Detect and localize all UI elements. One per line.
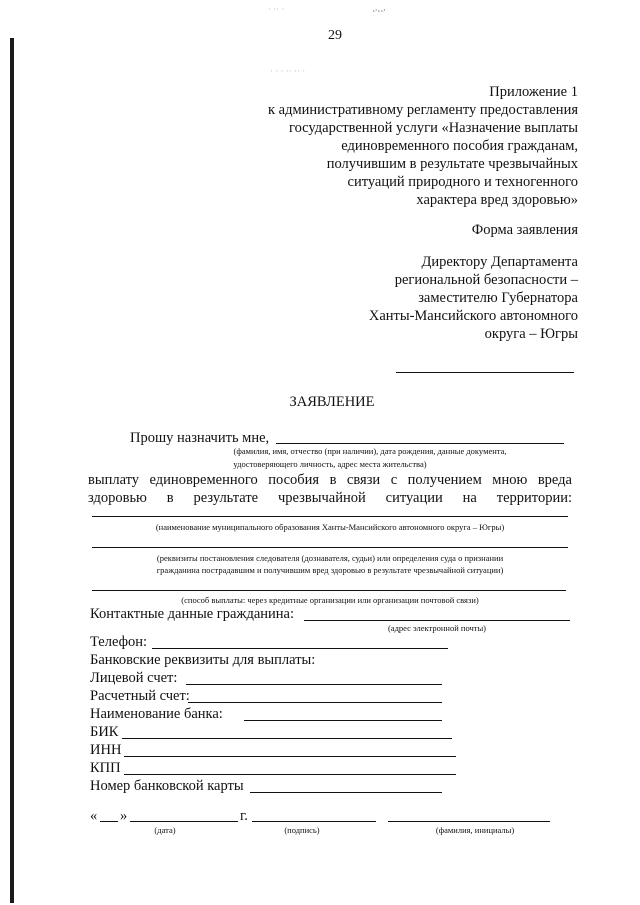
- name-hint: (фамилия, инициалы): [435, 825, 515, 835]
- scan-noise: · ·· ·: [268, 4, 285, 14]
- bank-details-label: Банковские реквизиты для выплаты:: [90, 652, 316, 668]
- form-label: Форма заявления: [471, 222, 578, 238]
- personal-account-label: Лицевой счет:: [90, 670, 178, 686]
- day-line: [100, 821, 118, 822]
- addressee-line: округа – Югры: [484, 326, 578, 342]
- appendix-line: Приложение 1: [489, 84, 578, 100]
- document-title: ЗАЯВЛЕНИЕ: [289, 394, 375, 410]
- payment-method-hint: (способ выплаты: через кредитные организации или организации почтовой связи): [181, 595, 479, 605]
- bank-name-line: [244, 720, 442, 721]
- year-suffix: г.: [240, 808, 248, 824]
- contacts-label: Контактные данные гражданина:: [90, 606, 295, 622]
- addressee-line: региональной безопасности –: [394, 272, 578, 288]
- personal-account-line: [186, 684, 442, 685]
- email-hint: (адрес электронной почты): [387, 623, 487, 633]
- resolution-line: [92, 547, 568, 548]
- name-initials-line: [388, 821, 550, 822]
- request-intro: Прошу назначить мне,: [130, 430, 270, 446]
- appendix-line: характера вред здоровью»: [416, 192, 578, 208]
- appendix-line: ситуаций природного и техногенного: [347, 174, 578, 190]
- resolution-hint-2: гражданина пострадавшим и получившим вред здоровью в результате чрезвычайной ситуации): [156, 565, 504, 575]
- email-line: [304, 620, 570, 621]
- signature-line: [252, 821, 376, 822]
- phone-line: [152, 648, 448, 649]
- municipality-hint: (наименование муниципального образования Ханты-Мансийского автономного округа – Югры): [155, 522, 505, 532]
- scan-edge-bar: [10, 38, 14, 903]
- appendix-line: к административному регламенту предоставления: [267, 102, 578, 118]
- resolution-hint-1: (реквизиты постановления следователя (дознавателя, судьи) или определения суда о признании: [156, 553, 504, 563]
- page-number: 29: [328, 28, 342, 43]
- bank-name-label: Наименование банка:: [90, 706, 223, 722]
- addressee-line: Директору Департамента: [421, 254, 578, 270]
- settlement-account-line: [188, 702, 442, 703]
- card-number-label: Номер банковской карты: [90, 778, 244, 794]
- signature-hint: (подпись): [284, 825, 320, 835]
- request-text-1: выплату единовременного пособия в связи с получением мною вреда: [88, 472, 572, 488]
- date-hint: (дата): [154, 825, 176, 835]
- applicant-data-line: [276, 443, 564, 444]
- date-quote-open: «: [90, 808, 98, 824]
- municipality-line: [92, 516, 568, 517]
- date-quote-close: »: [120, 808, 128, 824]
- kpp-line: [124, 774, 456, 775]
- addressee-from-line: [396, 372, 574, 373]
- card-number-line: [250, 792, 442, 793]
- applicant-hint-1: (фамилия, имя, отчество (при наличии), дата рождения, данные документа,: [233, 446, 507, 456]
- phone-label: Телефон:: [90, 634, 148, 650]
- inn-line: [124, 756, 456, 757]
- bik-label: БИК: [90, 724, 119, 740]
- applicant-hint-2: удостоверяющего личность, адрес места жительства): [233, 459, 427, 469]
- settlement-account-label: Расчетный счет:: [90, 688, 190, 704]
- inn-label: ИНН: [90, 742, 122, 758]
- scan-noise: ¸,¸¸,: [372, 2, 386, 12]
- appendix-line: единовременного пособия гражданам,: [341, 138, 578, 154]
- request-text-2: здоровью в результате чрезвычайной ситуации на территории:: [88, 490, 572, 506]
- kpp-label: КПП: [90, 760, 121, 776]
- appendix-line: получившим в результате чрезвычайных: [326, 156, 578, 172]
- month-year-line: [130, 821, 238, 822]
- addressee-line: Ханты-Мансийского автономного: [368, 308, 578, 324]
- addressee-line: заместителю Губернатора: [418, 290, 578, 306]
- bik-line: [122, 738, 452, 739]
- scan-noise: · · · ·· ·· ·: [270, 66, 306, 76]
- payment-method-line: [92, 590, 566, 591]
- appendix-line: государственной услуги «Назначение выплаты: [288, 120, 578, 136]
